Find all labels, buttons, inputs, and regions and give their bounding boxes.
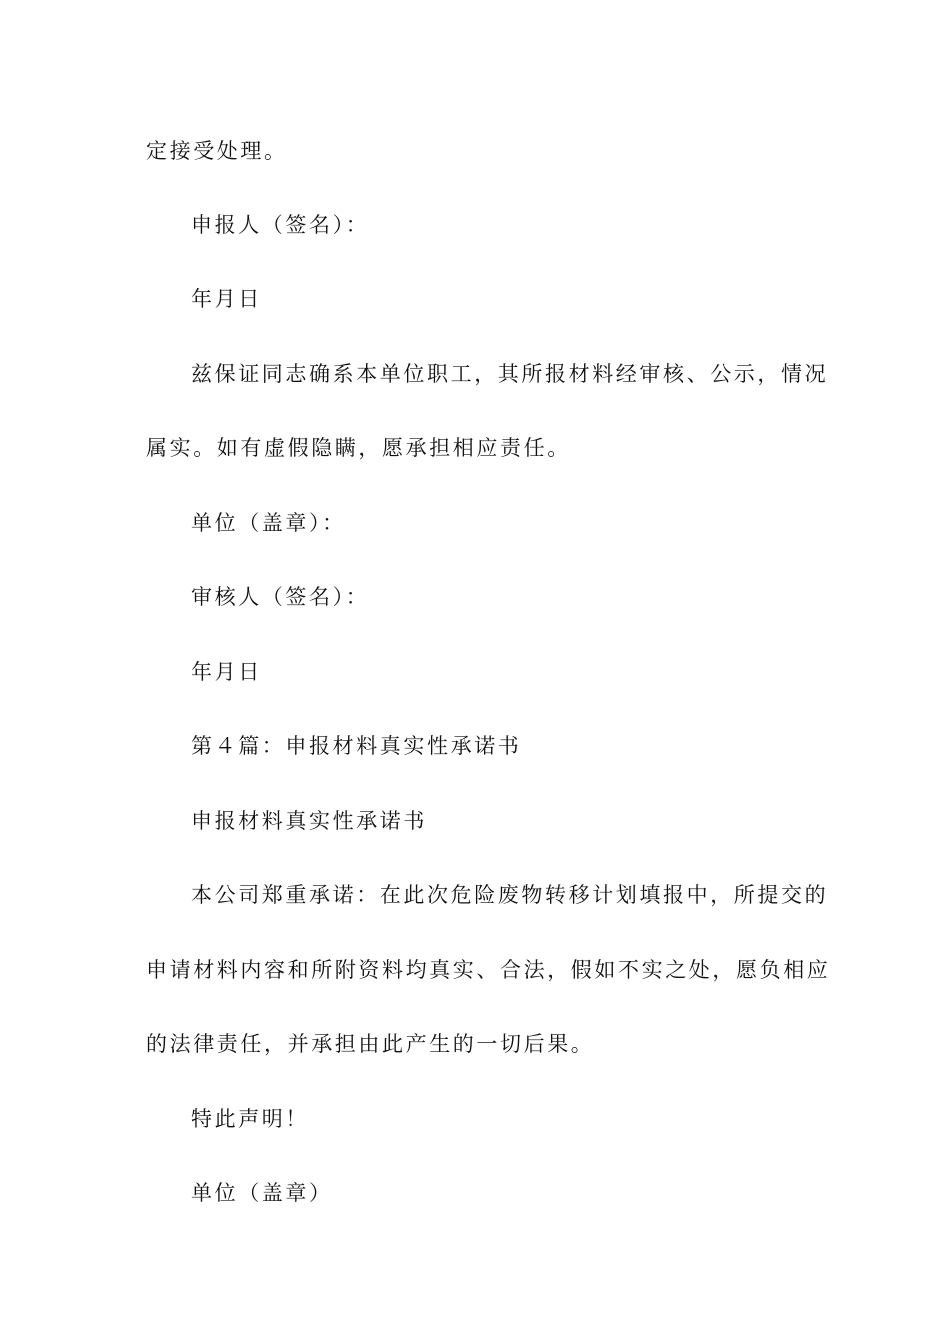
declaration-line: 特此声明！ (191, 1107, 309, 1131)
guarantee-paragraph-line-1: 兹保证同志确系本单位职工，其所报材料经审核、公示，情况 (191, 362, 829, 386)
date-line: 年月日 (191, 660, 262, 684)
reviewer-signature-label: 审核人（签名）： (191, 585, 370, 609)
applicant-signature-label: 申报人（签名）： (191, 213, 370, 237)
commitment-paragraph-line-3: 的法律责任，并承担由此产生的一切后果。 (146, 1032, 595, 1056)
guarantee-paragraph-line-2: 属实。如有虚假隐瞒，愿承担相应责任。 (146, 436, 571, 460)
unit-seal-label: 单位（盖章） (191, 1181, 333, 1205)
document-title: 申报材料真实性承诺书 (191, 809, 427, 833)
date-line: 年月日 (191, 287, 262, 311)
paragraph-continuation: 定接受处理。 (146, 139, 288, 163)
commitment-paragraph-line-1: 本公司郑重承诺：在此次危险废物转移计划填报中，所提交的 (191, 883, 829, 907)
unit-seal-label: 单位（盖章）： (191, 511, 346, 535)
section-heading: 第４篇：申报材料真实性承诺书 (191, 734, 522, 758)
commitment-paragraph-line-2: 申请材料内容和所附资料均真实、合法，假如不实之处，愿负相应 (146, 958, 831, 982)
